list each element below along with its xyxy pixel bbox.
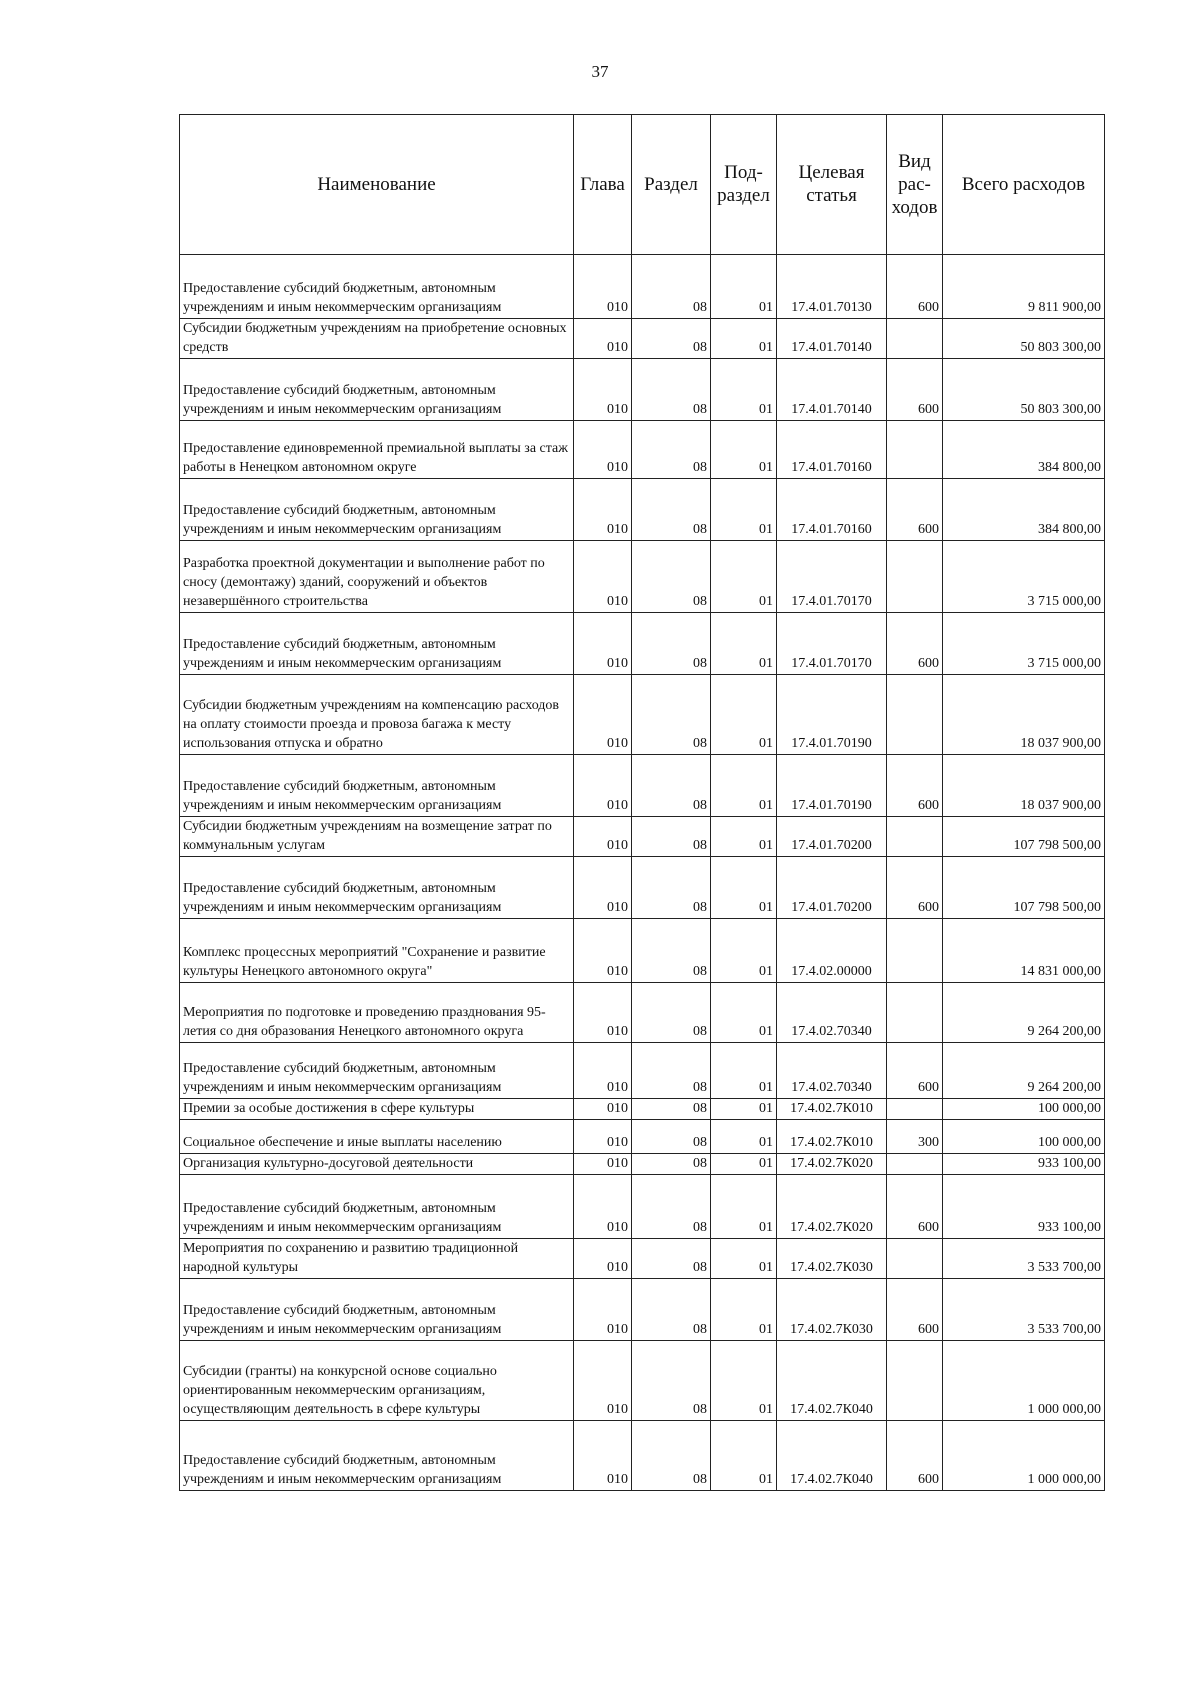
cell-chapter: 010 [574, 857, 632, 919]
cell-chapter: 010 [574, 1120, 632, 1154]
cell-name: Предоставление субсидий бюджетным, автономным учреждениям и иным некоммерческим организациям [180, 613, 574, 675]
cell-expense-type: 600 [887, 1175, 943, 1239]
table-row [180, 359, 1105, 421]
cell-expense-type [887, 541, 943, 613]
cell-section: 08 [632, 1175, 711, 1239]
table-row [180, 675, 1105, 755]
table-row [180, 421, 1105, 479]
cell-article: 17.4.02.7К030 [777, 1239, 887, 1279]
cell-chapter: 010 [574, 359, 632, 421]
cell-subsection: 01 [711, 1043, 777, 1099]
cell-expense-type: 600 [887, 1043, 943, 1099]
cell-article: 17.4.02.7К030 [777, 1279, 887, 1341]
table-row [180, 1421, 1105, 1491]
cell-section: 08 [632, 479, 711, 541]
cell-subsection: 01 [711, 613, 777, 675]
table-row [180, 255, 1105, 319]
cell-article: 17.4.02.7К040 [777, 1421, 887, 1491]
cell-expense-type [887, 817, 943, 857]
cell-expense-type [887, 421, 943, 479]
cell-section: 08 [632, 255, 711, 319]
cell-name: Предоставление субсидий бюджетным, автономным учреждениям и иным некоммерческим организациям [180, 359, 574, 421]
cell-article: 17.4.01.70170 [777, 613, 887, 675]
table-header [180, 115, 1105, 255]
table-row [180, 613, 1105, 675]
cell-total: 3 715 000,00 [943, 541, 1105, 613]
cell-name: Мероприятия по сохранению и развитию традиционной народной культуры [180, 1239, 574, 1279]
cell-section: 08 [632, 541, 711, 613]
cell-chapter: 010 [574, 983, 632, 1043]
cell-subsection: 01 [711, 983, 777, 1043]
cell-article: 17.4.01.70200 [777, 857, 887, 919]
cell-article: 17.4.01.70170 [777, 541, 887, 613]
cell-section: 08 [632, 1421, 711, 1491]
header-expense-type: Вид рас-ходов [887, 115, 943, 255]
cell-section: 08 [632, 755, 711, 817]
cell-chapter: 010 [574, 421, 632, 479]
cell-subsection: 01 [711, 421, 777, 479]
cell-name: Организация культурно-досуговой деятельности [180, 1154, 574, 1175]
cell-expense-type: 600 [887, 359, 943, 421]
cell-expense-type: 600 [887, 1279, 943, 1341]
cell-chapter: 010 [574, 1421, 632, 1491]
cell-total: 107 798 500,00 [943, 817, 1105, 857]
cell-total: 14 831 000,00 [943, 919, 1105, 983]
cell-subsection: 01 [711, 755, 777, 817]
cell-article: 17.4.02.70340 [777, 1043, 887, 1099]
cell-expense-type: 600 [887, 613, 943, 675]
table-row [180, 1154, 1105, 1175]
cell-name: Субсидии (гранты) на конкурсной основе социально ориентированным некоммерческим организациям, осуществляющим деятельность в сфере культуры [180, 1341, 574, 1421]
cell-expense-type: 600 [887, 755, 943, 817]
cell-name: Предоставление субсидий бюджетным, автономным учреждениям и иным некоммерческим организациям [180, 857, 574, 919]
cell-expense-type [887, 1239, 943, 1279]
cell-name: Мероприятия по подготовке и проведению празднования 95-летия со дня образования Ненецкого автономного округа [180, 983, 574, 1043]
cell-name: Премии за особые достижения в сфере культуры [180, 1099, 574, 1120]
cell-section: 08 [632, 319, 711, 359]
cell-article: 17.4.02.7К020 [777, 1154, 887, 1175]
cell-chapter: 010 [574, 1239, 632, 1279]
table-row [180, 857, 1105, 919]
cell-section: 08 [632, 1341, 711, 1421]
cell-name: Предоставление субсидий бюджетным, автономным учреждениям и иным некоммерческим организациям [180, 755, 574, 817]
table-row [180, 755, 1105, 817]
cell-name: Социальное обеспечение и иные выплаты населению [180, 1120, 574, 1154]
table-row [180, 1175, 1105, 1239]
cell-subsection: 01 [711, 1154, 777, 1175]
cell-subsection: 01 [711, 359, 777, 421]
cell-name: Предоставление субсидий бюджетным, автономным учреждениям и иным некоммерческим организациям [180, 479, 574, 541]
cell-chapter: 010 [574, 919, 632, 983]
header-section: Раздел [632, 115, 711, 255]
cell-expense-type [887, 983, 943, 1043]
cell-section: 08 [632, 817, 711, 857]
cell-expense-type [887, 319, 943, 359]
cell-chapter: 010 [574, 755, 632, 817]
cell-total: 933 100,00 [943, 1175, 1105, 1239]
header-subsection: Под-раздел [711, 115, 777, 255]
cell-name: Разработка проектной документации и выполнение работ по сносу (демонтажу) зданий, сооружений и объектов незавершённого строительства [180, 541, 574, 613]
cell-article: 17.4.01.70140 [777, 359, 887, 421]
cell-chapter: 010 [574, 1154, 632, 1175]
cell-chapter: 010 [574, 817, 632, 857]
cell-expense-type [887, 675, 943, 755]
cell-expense-type [887, 1341, 943, 1421]
cell-article: 17.4.01.70130 [777, 255, 887, 319]
cell-chapter: 010 [574, 479, 632, 541]
cell-article: 17.4.02.7К020 [777, 1175, 887, 1239]
table-row [180, 983, 1105, 1043]
cell-subsection: 01 [711, 1120, 777, 1154]
cell-subsection: 01 [711, 857, 777, 919]
cell-name: Субсидии бюджетным учреждениям на компенсацию расходов на оплату стоимости проезда и провоза багажа к месту использования отпуска и обратно [180, 675, 574, 755]
header-total: Всего расходов [943, 115, 1105, 255]
cell-section: 08 [632, 1279, 711, 1341]
cell-name: Предоставление единовременной премиальной выплаты за стаж работы в Ненецком автономном округе [180, 421, 574, 479]
cell-expense-type: 300 [887, 1120, 943, 1154]
cell-total: 1 000 000,00 [943, 1341, 1105, 1421]
page-number: 37 [591, 62, 609, 81]
cell-expense-type [887, 919, 943, 983]
cell-total: 18 037 900,00 [943, 755, 1105, 817]
cell-subsection: 01 [711, 1175, 777, 1239]
table-row [180, 1279, 1105, 1341]
cell-article: 17.4.01.70190 [777, 675, 887, 755]
cell-subsection: 01 [711, 675, 777, 755]
cell-article: 17.4.01.70140 [777, 319, 887, 359]
cell-subsection: 01 [711, 1239, 777, 1279]
cell-subsection: 01 [711, 919, 777, 983]
cell-total: 933 100,00 [943, 1154, 1105, 1175]
cell-expense-type: 600 [887, 1421, 943, 1491]
cell-expense-type: 600 [887, 479, 943, 541]
cell-section: 08 [632, 919, 711, 983]
cell-total: 107 798 500,00 [943, 857, 1105, 919]
cell-chapter: 010 [574, 1175, 632, 1239]
cell-section: 08 [632, 1239, 711, 1279]
cell-total: 3 533 700,00 [943, 1239, 1105, 1279]
cell-subsection: 01 [711, 1279, 777, 1341]
cell-total: 3 533 700,00 [943, 1279, 1105, 1341]
cell-article: 17.4.02.7К010 [777, 1099, 887, 1120]
cell-section: 08 [632, 613, 711, 675]
cell-section: 08 [632, 1099, 711, 1120]
cell-name: Субсидии бюджетным учреждениям на возмещение затрат по коммунальным услугам [180, 817, 574, 857]
cell-article: 17.4.01.70200 [777, 817, 887, 857]
cell-subsection: 01 [711, 319, 777, 359]
cell-section: 08 [632, 1043, 711, 1099]
header-name: Наименование [180, 115, 574, 255]
cell-section: 08 [632, 1120, 711, 1154]
cell-name: Комплекс процессных мероприятий "Сохранение и развитие культуры Ненецкого автономного округа" [180, 919, 574, 983]
cell-total: 9 264 200,00 [943, 1043, 1105, 1099]
cell-total: 100 000,00 [943, 1120, 1105, 1154]
cell-total: 3 715 000,00 [943, 613, 1105, 675]
table-body [180, 255, 1105, 1491]
cell-total: 9 264 200,00 [943, 983, 1105, 1043]
cell-expense-type [887, 1154, 943, 1175]
header-row [180, 115, 1105, 255]
cell-section: 08 [632, 1154, 711, 1175]
table-row [180, 1099, 1105, 1120]
cell-total: 384 800,00 [943, 421, 1105, 479]
cell-section: 08 [632, 983, 711, 1043]
table-row [180, 319, 1105, 359]
cell-expense-type: 600 [887, 857, 943, 919]
cell-section: 08 [632, 857, 711, 919]
cell-chapter: 010 [574, 1099, 632, 1120]
cell-total: 100 000,00 [943, 1099, 1105, 1120]
cell-total: 50 803 300,00 [943, 359, 1105, 421]
cell-chapter: 010 [574, 613, 632, 675]
cell-expense-type: 600 [887, 255, 943, 319]
cell-subsection: 01 [711, 479, 777, 541]
cell-section: 08 [632, 421, 711, 479]
cell-subsection: 01 [711, 541, 777, 613]
cell-chapter: 010 [574, 1043, 632, 1099]
cell-total: 50 803 300,00 [943, 319, 1105, 359]
table-row [180, 1341, 1105, 1421]
table-row [180, 1043, 1105, 1099]
cell-article: 17.4.01.70190 [777, 755, 887, 817]
header-article: Целевая статья [777, 115, 887, 255]
cell-section: 08 [632, 675, 711, 755]
cell-name: Предоставление субсидий бюджетным, автономным учреждениям и иным некоммерческим организациям [180, 255, 574, 319]
cell-total: 9 811 900,00 [943, 255, 1105, 319]
cell-name: Субсидии бюджетным учреждениям на приобретение основных средств [180, 319, 574, 359]
header-chapter: Глава [574, 115, 632, 255]
table-row [180, 919, 1105, 983]
cell-subsection: 01 [711, 817, 777, 857]
cell-chapter: 010 [574, 1341, 632, 1421]
cell-total: 384 800,00 [943, 479, 1105, 541]
cell-subsection: 01 [711, 255, 777, 319]
table-row [180, 1120, 1105, 1154]
cell-total: 18 037 900,00 [943, 675, 1105, 755]
cell-subsection: 01 [711, 1341, 777, 1421]
cell-total: 1 000 000,00 [943, 1421, 1105, 1491]
cell-chapter: 010 [574, 255, 632, 319]
cell-article: 17.4.02.7К040 [777, 1341, 887, 1421]
cell-chapter: 010 [574, 1279, 632, 1341]
cell-name: Предоставление субсидий бюджетным, автономным учреждениям и иным некоммерческим организациям [180, 1279, 574, 1341]
table-row [180, 1239, 1105, 1279]
cell-subsection: 01 [711, 1099, 777, 1120]
cell-chapter: 010 [574, 319, 632, 359]
table-row [180, 479, 1105, 541]
budget-table [179, 114, 1105, 1491]
cell-article: 17.4.02.00000 [777, 919, 887, 983]
cell-article: 17.4.02.70340 [777, 983, 887, 1043]
cell-expense-type [887, 1099, 943, 1120]
cell-subsection: 01 [711, 1421, 777, 1491]
cell-chapter: 010 [574, 675, 632, 755]
cell-chapter: 010 [574, 541, 632, 613]
cell-article: 17.4.01.70160 [777, 479, 887, 541]
cell-article: 17.4.01.70160 [777, 421, 887, 479]
table-row [180, 817, 1105, 857]
cell-article: 17.4.02.7К010 [777, 1120, 887, 1154]
cell-name: Предоставление субсидий бюджетным, автономным учреждениям и иным некоммерческим организациям [180, 1043, 574, 1099]
cell-section: 08 [632, 359, 711, 421]
cell-name: Предоставление субсидий бюджетным, автономным учреждениям и иным некоммерческим организациям [180, 1421, 574, 1491]
table-row [180, 541, 1105, 613]
cell-name: Предоставление субсидий бюджетным, автономным учреждениям и иным некоммерческим организациям [180, 1175, 574, 1239]
